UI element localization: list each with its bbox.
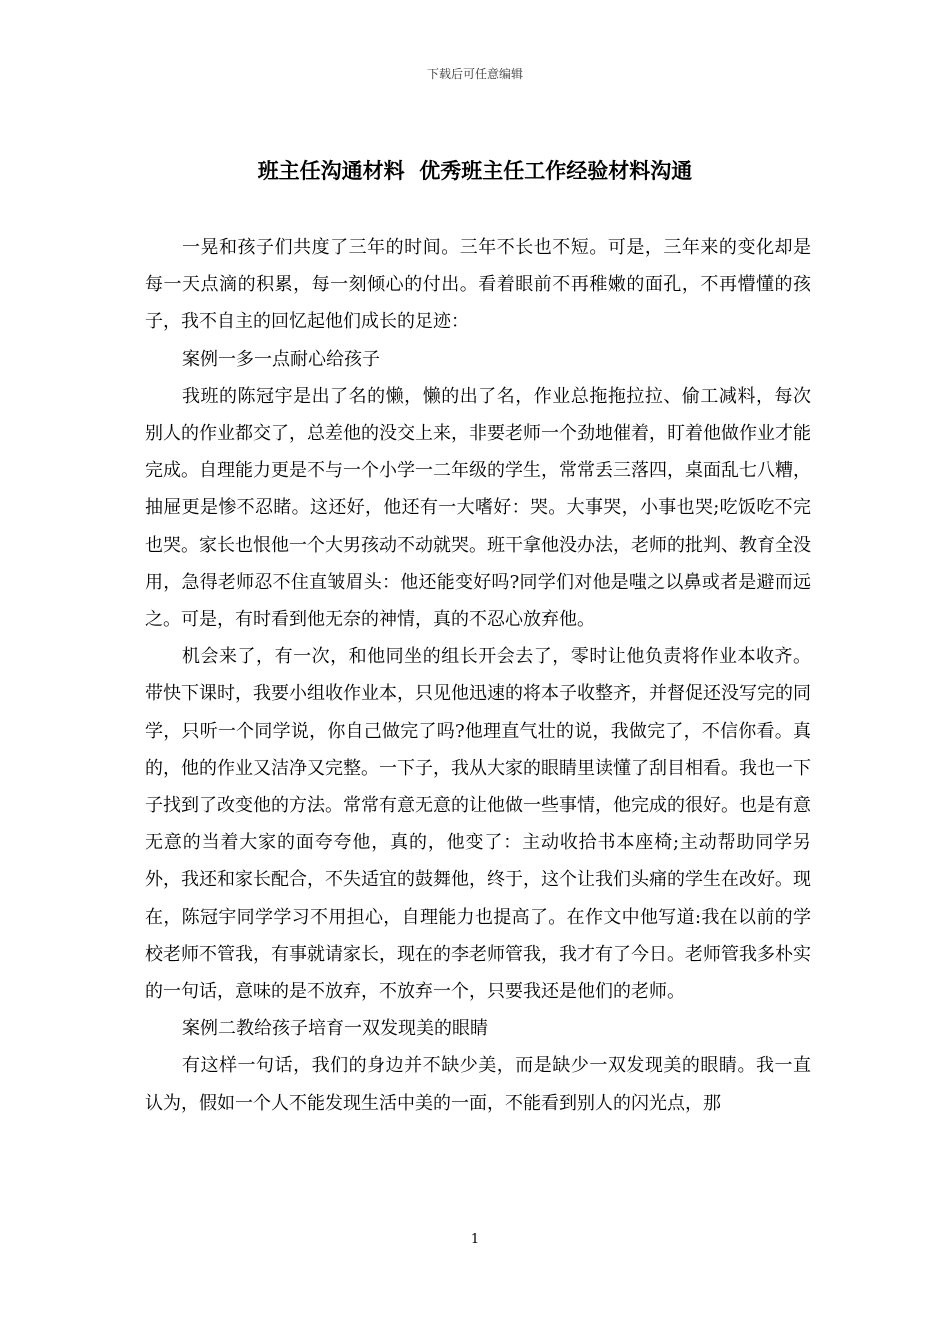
paragraph-case-one-story: 我班的陈冠宇是出了名的懒，懒的出了名，作业总拖拖拉拉、偷工减料，每次别人的作业都交了，总差他的没交上来，非要老师一个劲地催着，盯着他做作业才能完成。自理能力更是不与一个小学一二年级的学生，常常丢三落四，桌面乱七八糟，抽屉更是惨不忍睹。这还好，他还有一大嗜好：哭。大事哭，小事也哭;吃饭吃不完也哭。家长也恨他一个大男孩动不动就哭。班干拿他没办法，老师的批判、教育全没用，急得老师忍不住直皱眉头：他还能变好吗?同学们对他是嗤之以鼻或者是避而远之。可是，有时看到他无奈的神情，真的不忍心放弃他。 — [145, 385, 811, 631]
paragraph-case-two-intro: 有这样一句话，我们的身边并不缺少美，而是缺少一双发现美的眼睛。我一直认为，假如一个人不能发现生活中美的一面，不能看到别人的闪光点，那 — [145, 1055, 811, 1114]
document-title: 班主任沟通材料 优秀班主任工作经验材料沟通 — [257, 158, 693, 183]
page-header-note: 下载后可任意编辑 — [426, 67, 523, 81]
paragraph-case-one-turning-point: 机会来了，有一次，和他同坐的组长开会去了，零时让他负责将作业本收齐。带快下课时，我要小组收作业本，只见他迅速的将本子收整齐，并督促还没写完的同学，只听一个同学说，你自己做完了吗?他理直气壮的说，我做完了，不信你看。真的，他的作业又洁净又完整。一下子，我从大家的眼睛里读懂了刮目相看。我也一下子找到了改变他的方法。常常有意无意的让他做一些事情，他完成的很好。也是有意无意的当着大家的面夸夸他，真的，他变了：主动收拾书本座椅;主动帮助同学另外，我还和家长配合，不失适宜的鼓舞他，终于，这个让我们头痛的学生在改好。现在，陈冠宇同学学习不用担心，自理能力也提高了。在作文中他写道:我在以前的学校老师不管我，有事就请家长，现在的李老师管我，我才有了今日。老师管我多朴实的一句话，意味的是不放弃，不放弃一个，只要我还是他们的老师。 — [145, 646, 811, 1003]
paragraph-intro: 一晃和孩子们共度了三年的时间。三年不长也不短。可是，三年来的变化却是每一天点滴的积累，每一刻倾心的付出。看着眼前不再稚嫩的面孔，不再懵懂的孩子，我不自主的回忆起他们成长的足迹： — [145, 237, 811, 333]
case-one-heading: 案例一多一点耐心给孩子 — [182, 348, 380, 370]
document-body — [145, 229, 811, 1122]
case-two-heading: 案例二教给孩子培育一双发现美的眼睛 — [182, 1018, 488, 1040]
page-number: 1 — [470, 1232, 480, 1247]
